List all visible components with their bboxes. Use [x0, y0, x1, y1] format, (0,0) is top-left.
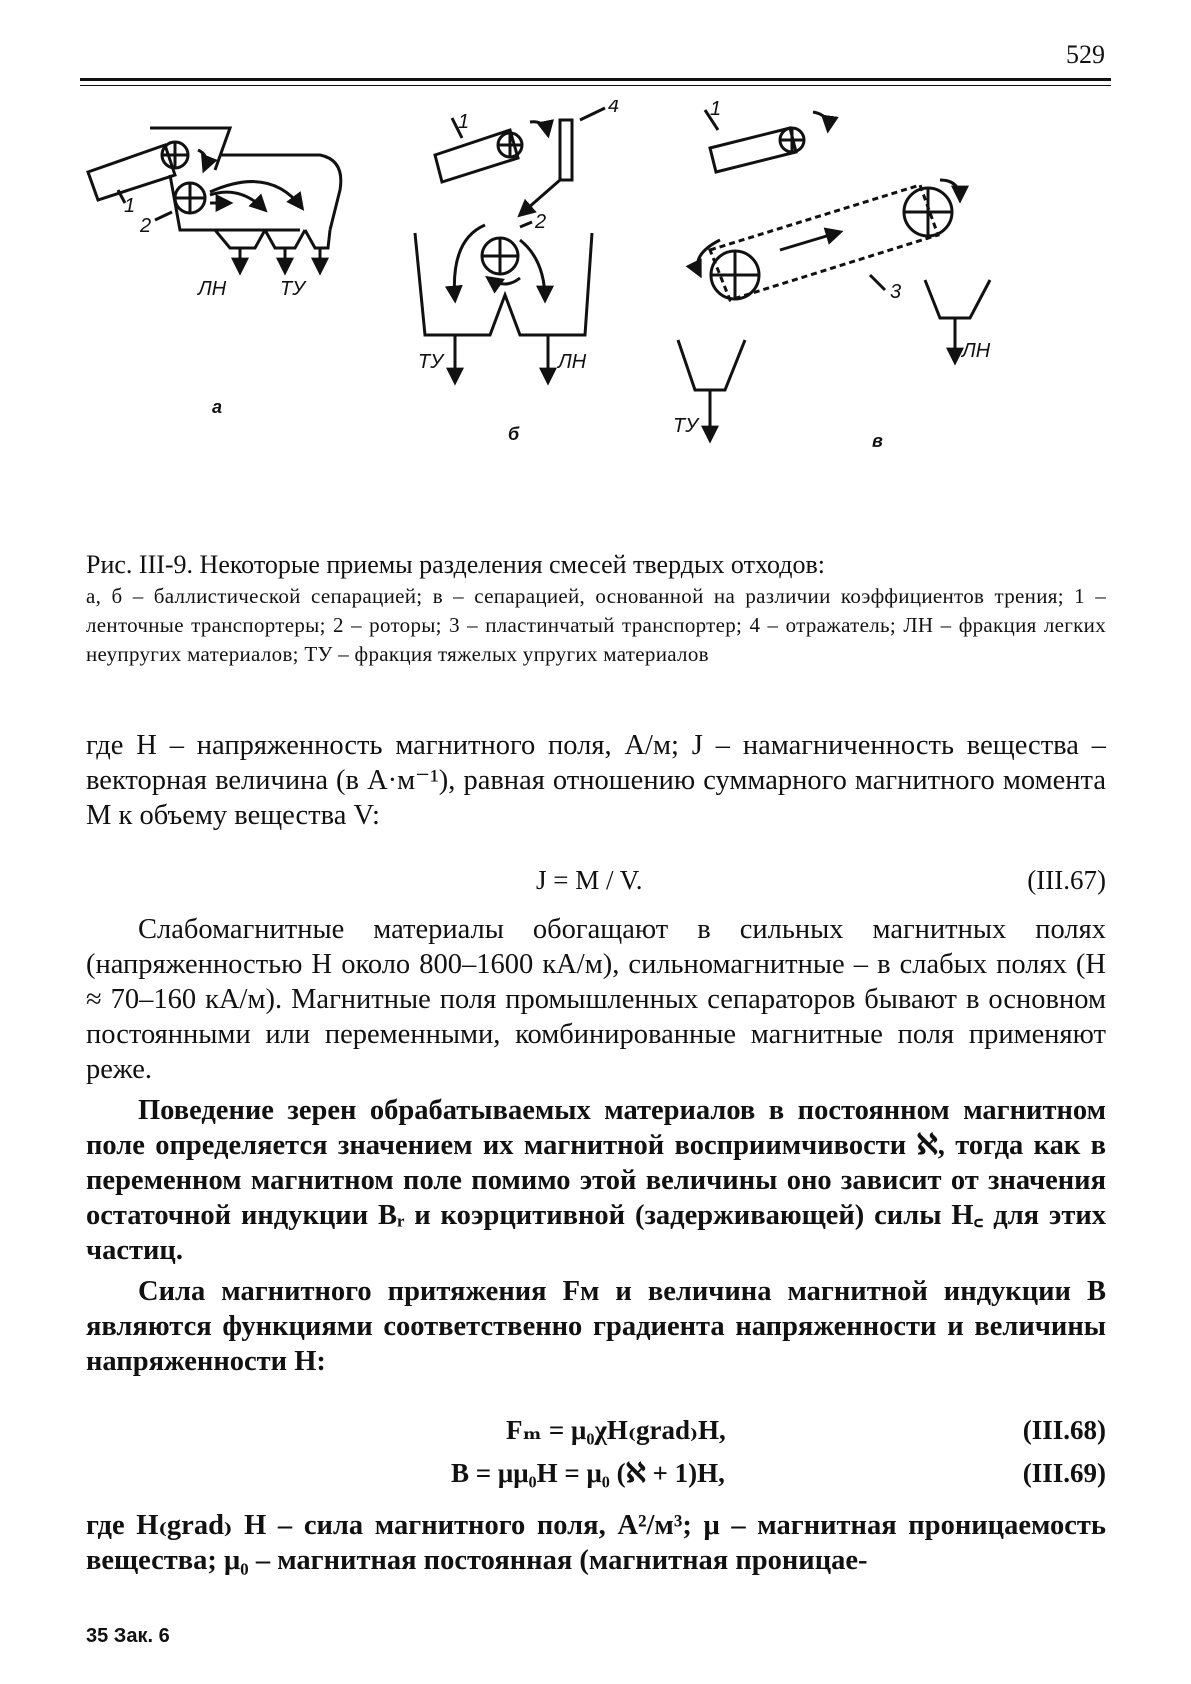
- equation-number: (III.69): [1022, 1458, 1106, 1488]
- paragraph-grain-behavior: Поведение зерен обрабатываемых материалов в постоянном магнитном поле определяется значением их магнитной восприимчивости ℵ, тогда как в переменном магнитном поле помимо этой величины оно зависит от значения остаточной индукции Bᵣ и коэрцитивной (задерживающей) силы H꜀ для этих частиц.: [86, 1095, 1106, 1266]
- panel-b-drawing: [415, 108, 605, 382]
- equation-iii-68: [86, 1415, 1106, 1451]
- equation-number: (III.67): [1027, 865, 1106, 895]
- caption-body: а, б – баллистической сепарацией; в – сепарацией, основанной на различии коэффициентов трения; 1 – ленточные транспортеры; 2 – роторы; 3 – пластинчатый транспортер; 4 – отражатель; ЛН – фракция легких неупругих материалов; ТУ – фракция тяжелых упругих материалов: [86, 584, 1106, 666]
- paragraph-weak-magnetic: Слабомагнитные материалы обогащают в сильных магнитных полях (напряженностью H около 800–1600 кА/м), сильномагнитные – в слабых полях (H ≈ 70–160 кА/м). Магнитные поля промышленных сепараторов бывают в основном постоянными или переменными, комбинированные магнитные поля применяют реже.: [86, 914, 1106, 1085]
- equation-iii-67: [86, 865, 1106, 901]
- panel-v-output-tu: ТУ: [673, 415, 698, 437]
- figure-drawing: [80, 100, 1110, 530]
- header-rule-thin: [80, 85, 1111, 86]
- equation-formula: J = M / V.: [536, 865, 643, 895]
- panel-v-label: в: [872, 431, 883, 451]
- panel-v-output-ln: ЛН: [962, 340, 991, 362]
- panel-b-output-tu: ТУ: [418, 351, 443, 373]
- panel-a-number-1: 1: [124, 195, 136, 217]
- equation-number: (III.68): [1022, 1415, 1106, 1445]
- paragraph-definition-hgrad: где H₍grad₎ H – сила магнитного поля, А²/м³; μ – магнитная проницаемость вещества; μ₀ – магнитная постоянная (магнитная проницае-: [86, 1510, 1106, 1576]
- panel-a-output-tu: ТУ: [280, 278, 305, 300]
- panel-b-number-1: 1: [458, 111, 470, 133]
- panel-a-number-2: 2: [140, 215, 152, 237]
- header-rule: [80, 78, 1111, 81]
- paragraph-definition-h-j: где H – напряженность магнитного поля, А/м; J – намагниченность вещества – векторная величина (в А·м⁻¹), равная отношению суммарного магнитного момента M к объему вещества V:: [86, 730, 1106, 831]
- panel-v-drawing: [678, 110, 990, 440]
- page-number: 529: [1066, 40, 1105, 69]
- printer-signature: 35 Зак. 6: [86, 1625, 170, 1647]
- panel-a-label: а: [212, 397, 223, 417]
- panel-a-output-ln: ЛН: [198, 278, 227, 300]
- equation-iii-69: [86, 1458, 1106, 1494]
- panel-b-label: б: [508, 424, 520, 444]
- panel-b-number-4: 4: [608, 100, 620, 117]
- equation-formula: B = μμ₀H = μ₀ (ℵ + 1)H,: [451, 1458, 725, 1488]
- caption-title: Рис. III-9. Некоторые приемы разделения смесей твердых отходов:: [86, 550, 825, 579]
- figure-iii-9: [80, 100, 1110, 530]
- paragraph-magnetic-force: Сила магнитного притяжения Fм и величина магнитной индукции B являются функциями соответственно градиента напряженности и величины напряженности H:: [86, 1276, 1106, 1377]
- equation-formula: Fₘ = μ₀χH₍grad₎H,: [506, 1415, 726, 1445]
- panel-v-number-1: 1: [710, 100, 722, 120]
- panel-b-number-2: 2: [535, 211, 547, 233]
- panel-b-output-ln: ЛН: [558, 351, 587, 373]
- figure-caption: [86, 548, 1106, 669]
- panel-v-number-3: 3: [890, 281, 902, 303]
